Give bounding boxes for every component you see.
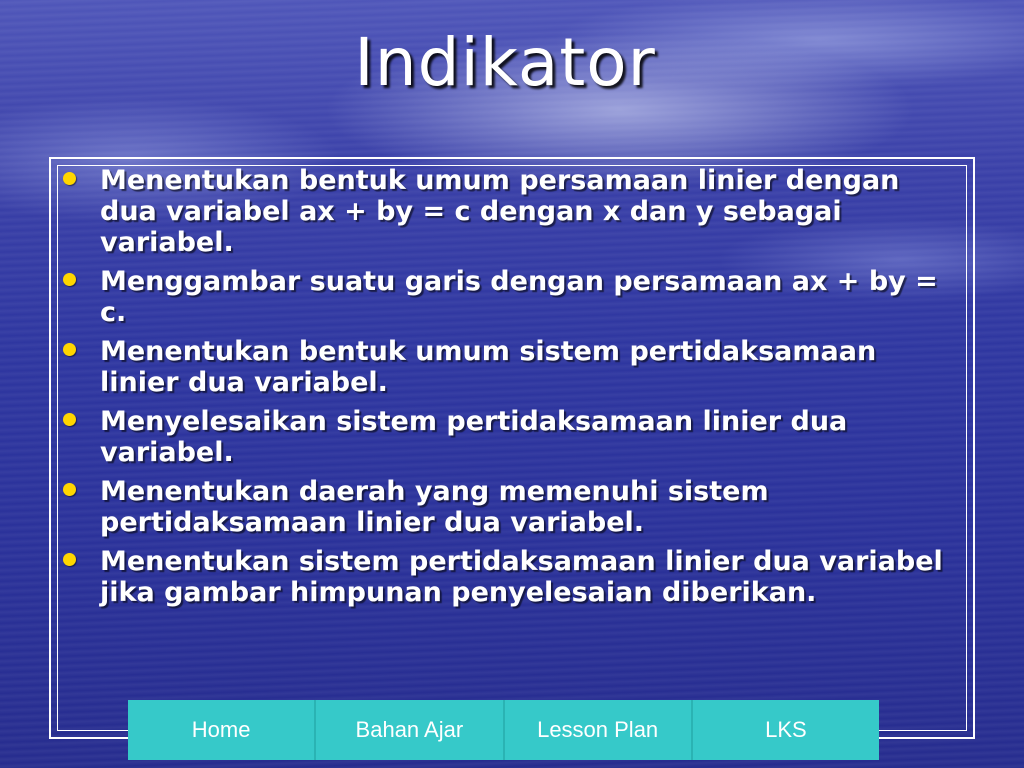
bullet-item: [60, 165, 960, 258]
bullet-item: [60, 546, 960, 608]
bullet-text: Menentukan daerah yang memenuhi sistem pertidaksamaan linier dua variabel.: [100, 476, 769, 538]
nav-lks-button[interactable]: LKS: [693, 700, 879, 760]
slide-title: Indikator: [354, 24, 656, 101]
bullet-item: [60, 336, 960, 398]
bullet-item: [60, 406, 960, 468]
nav-home-button[interactable]: Home: [128, 700, 316, 760]
bullet-dot-icon: [63, 273, 76, 286]
nav-lesson-plan-button[interactable]: Lesson Plan: [505, 700, 693, 760]
bullet-text: Menentukan bentuk umum persamaan linier dengan dua variabel ax + by = c dengan x dan y sebagai variabel.: [100, 165, 900, 258]
bullet-text: Menyelesaikan sistem pertidaksamaan linier dua variabel.: [100, 406, 848, 468]
bullet-text: Menentukan sistem pertidaksamaan linier dua variabel jika gambar himpunan penyelesaian diberikan.: [100, 546, 943, 608]
bullet-text: Menggambar suatu garis dengan persamaan ax + by = c.: [100, 266, 938, 328]
bullet-text: Menentukan bentuk umum sistem pertidaksamaan linier dua variabel.: [100, 336, 877, 398]
bullet-dot-icon: [63, 553, 76, 566]
bullet-item: [60, 476, 960, 538]
bullet-list: [60, 165, 960, 616]
bullet-dot-icon: [63, 483, 76, 496]
bullet-item: [60, 266, 960, 328]
bullet-dot-icon: [63, 172, 76, 185]
nav-bar: [128, 700, 879, 760]
bullet-dot-icon: [63, 413, 76, 426]
nav-bahan-ajar-button[interactable]: Bahan Ajar: [316, 700, 504, 760]
bullet-dot-icon: [63, 343, 76, 356]
